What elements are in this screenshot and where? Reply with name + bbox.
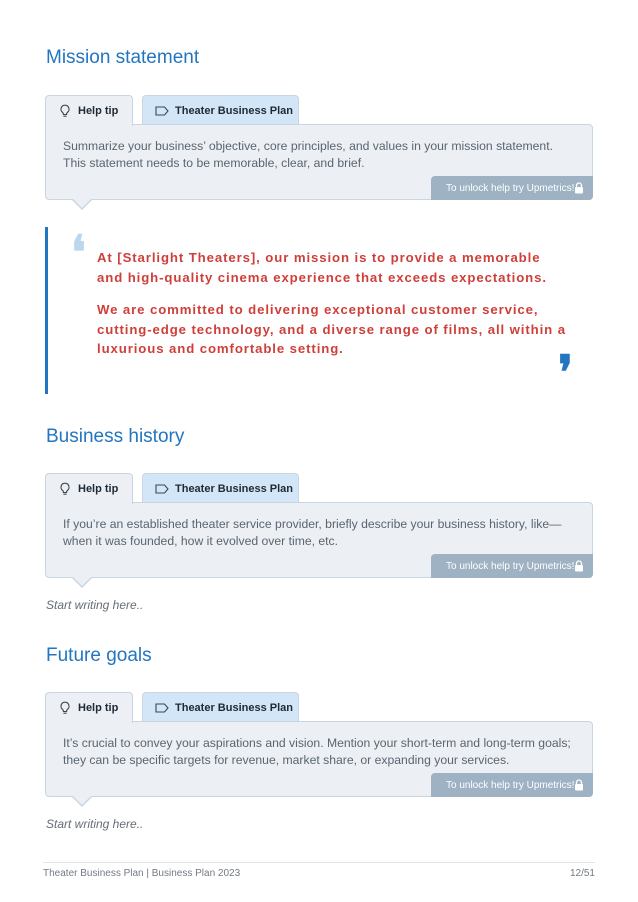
start-writing-placeholder[interactable]: Start writing here..: [46, 817, 144, 831]
tab-theater-business-plan[interactable]: [142, 473, 299, 503]
mission-quote: [45, 225, 593, 399]
tip-pointer: [71, 577, 93, 588]
tab-plan-label: Theater Business Plan: [175, 701, 293, 714]
footer-page-number: 12/51: [569, 868, 595, 879]
tab-help-tip[interactable]: [45, 692, 133, 723]
tag-icon: [155, 482, 169, 496]
unlock-help-label: To unlock help try Upmetrics!: [446, 560, 575, 572]
lightbulb-icon: [58, 701, 72, 715]
tab-plan-label: Theater Business Plan: [175, 104, 293, 117]
help-tip-box: [45, 95, 593, 211]
tab-help-tip-label: Help tip: [78, 483, 119, 495]
tag-icon: [155, 701, 169, 715]
footer-divider: [43, 862, 595, 863]
tab-theater-business-plan[interactable]: [142, 95, 299, 125]
quote-paragraph: At [Starlight Theaters], our mission is to provide a memorable and high-quality cinema experience that exceeds expectations.: [97, 250, 547, 285]
tab-help-tip[interactable]: [45, 473, 133, 504]
start-writing-placeholder[interactable]: Start writing here..: [46, 598, 144, 612]
help-tip-panel: [45, 124, 593, 200]
help-tip-text: It’s crucial to convey your aspirations and vision. Mention your short-term and long-term goals; they can be specific targets for revenue, market share, or expanding your services.: [63, 736, 571, 767]
help-tip-text: Summarize your business’ objective, core principles, and values in your mission statement. This statement needs to be memorable, clear, and brief.: [63, 139, 553, 170]
unlock-help-button[interactable]: [431, 176, 593, 200]
tab-help-tip-label: Help tip: [78, 702, 119, 714]
tip-pointer: [71, 199, 93, 210]
help-tip-text: If you’re an established theater service provider, briefly describe your business history, like—when it was founded, how it evolved over time, etc.: [63, 517, 562, 548]
lock-icon: [574, 182, 584, 194]
section-title-business-history: Business history: [46, 426, 185, 447]
footer-document-title: Theater Business Plan | Business Plan 2023: [43, 868, 241, 879]
lock-icon: [574, 779, 584, 791]
lightbulb-icon: [58, 482, 72, 496]
section-title-mission: Mission statement: [46, 47, 200, 68]
tag-icon: [155, 104, 169, 118]
help-tip-box: [45, 692, 593, 808]
section-title-future-goals: Future goals: [46, 645, 152, 666]
tab-help-tip[interactable]: [45, 95, 133, 126]
quote-open-icon: ❛: [71, 225, 86, 279]
tab-plan-label: Theater Business Plan: [175, 482, 293, 495]
unlock-help-label: To unlock help try Upmetrics!: [446, 779, 575, 791]
lock-icon: [574, 560, 584, 572]
tip-pointer: [71, 796, 93, 807]
quote-close-icon: ❜: [558, 345, 573, 399]
help-tip-box: [45, 473, 593, 589]
tab-theater-business-plan[interactable]: [142, 692, 299, 722]
tab-help-tip-label: Help tip: [78, 105, 119, 117]
lightbulb-icon: [58, 104, 72, 118]
help-tip-panel: [45, 721, 593, 797]
unlock-help-button[interactable]: [431, 773, 593, 797]
unlock-help-button[interactable]: [431, 554, 593, 578]
quote-paragraph: We are committed to delivering exceptional customer service, cutting-edge technology, and a diverse range of films, all within a luxurious and comfortable setting.: [97, 302, 566, 356]
help-tip-panel: [45, 502, 593, 578]
unlock-help-label: To unlock help try Upmetrics!: [446, 182, 575, 194]
